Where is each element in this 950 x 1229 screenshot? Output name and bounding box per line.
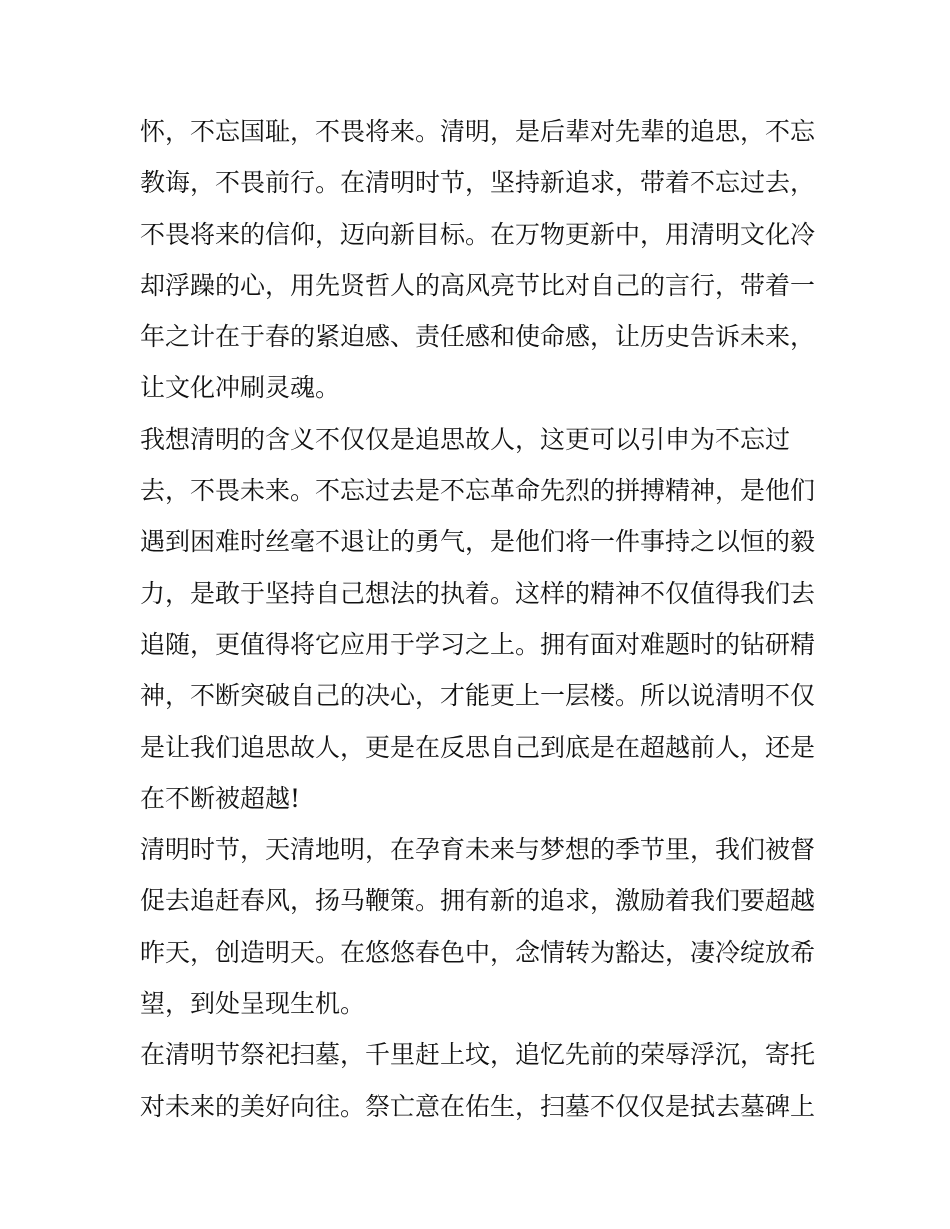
text-line: 年之计在于春的紧迫感、责任感和使命感，让历史告诉未来， (140, 322, 816, 352)
text-line: 神，不断突破自己的决心，才能更上一层楼。所以说清明不仅 (140, 681, 816, 711)
text-line: 遇到困难时丝毫不退让的勇气，是他们将一件事持之以恒的毅 (140, 527, 816, 557)
document-body (140, 106, 815, 1132)
text-line: 怀，不忘国耻，不畏将来。清明，是后辈对先辈的追思，不忘 (140, 117, 816, 146)
text-line: 望，到处呈现生机。 (140, 989, 366, 1019)
text-line: 追随，更值得将它应用于学习之上。拥有面对难题时的钻研精 (140, 629, 816, 659)
text-line: 教诲，不畏前行。在清明时节，坚持新追求，带着不忘过去， (140, 168, 816, 198)
text-line: 去，不畏未来。不忘过去是不忘革命先烈的拼搏精神，是他们 (140, 476, 816, 506)
text-line: 在清明节祭祀扫墓，千里赶上坟，追忆先前的荣辱浮沉，寄托 (140, 1040, 816, 1070)
text-line: 我想清明的含义不仅仅是追思故人，这更可以引申为不忘过 (140, 424, 791, 454)
text-line: 对未来的美好向往。祭亡意在佑生，扫墓不仅仅是拭去墓碑上 (140, 1091, 816, 1121)
text-line: 促去追赶春风，扬马鞭策。拥有新的追求，激励着我们要超越 (140, 886, 816, 916)
text-line: 不畏将来的信仰，迈向新目标。在万物更新中，用清明文化冷 (140, 219, 816, 249)
text-line: 是让我们追思故人，更是在反思自己到底是在超越前人，还是 (140, 732, 816, 762)
text-line: 却浮躁的心，用先贤哲人的高风亮节比对自己的言行，带着一 (140, 270, 816, 300)
text-line: 昨天，创造明天。在悠悠春色中，念情转为豁达，凄冷绽放希 (140, 937, 816, 967)
text-line: 清明时节，天清地明，在孕育未来与梦想的季节里，我们被督 (140, 835, 816, 865)
text-line: 在不断被超越! (140, 783, 301, 813)
text-line: 让文化冲刷灵魂。 (140, 373, 341, 403)
text-line: 力，是敢于坚持自己想法的执着。这样的精神不仅值得我们去 (140, 578, 816, 608)
